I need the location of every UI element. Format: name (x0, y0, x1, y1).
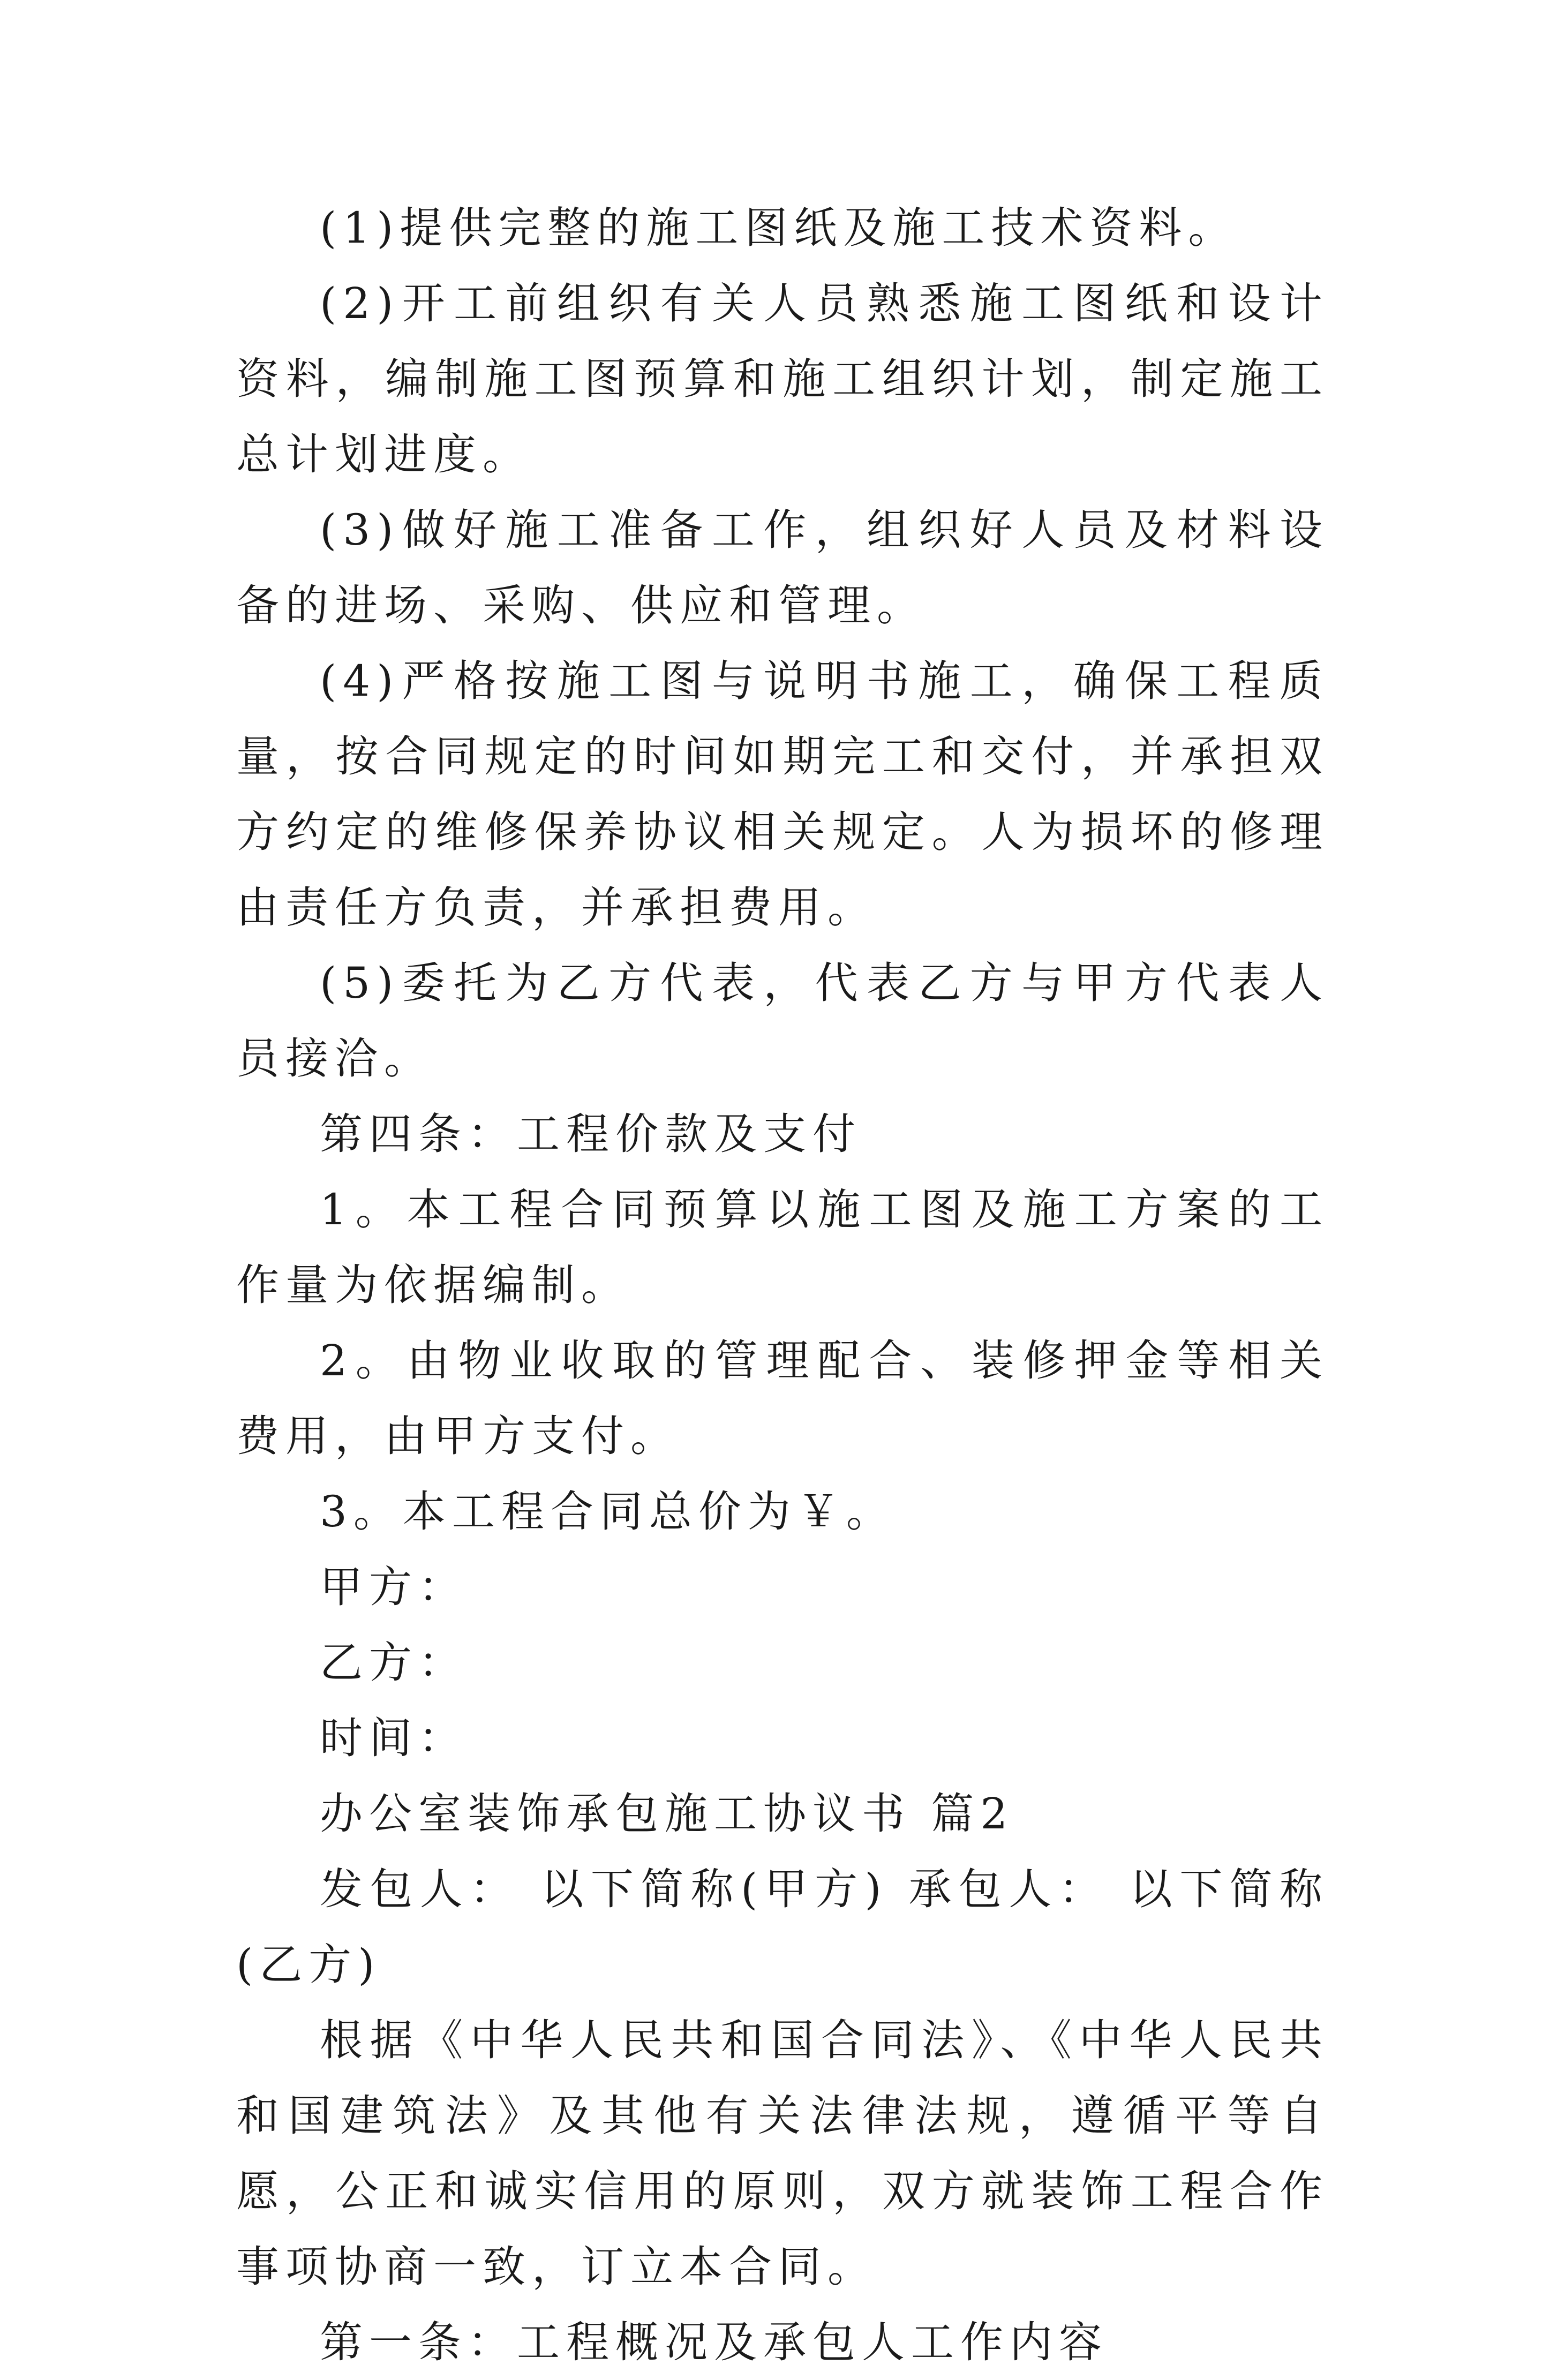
signature-date: 时间： (320, 1713, 468, 1763)
signature-party-b: 乙方： (320, 1638, 468, 1688)
paragraph-price-1: 1。本工程合同预算以施工图及施工方案的工作量为依据编制。 (236, 1185, 1329, 1310)
paragraph-parties: 发包人： 以下简称(甲方) 承包人： 以下简称(乙方) (236, 1864, 1329, 1990)
paragraph-party-b-duty-5: (5)委托为乙方代表，代表乙方与甲方代表人员接洽。 (236, 958, 1329, 1083)
document-body (236, 190, 1329, 2380)
paragraph-party-b-duty-3: (3)做好施工准备工作，组织好人员及材料设备的进场、采购、供应和管理。 (236, 505, 1329, 630)
agreement-title-part-2: 办公室装饰承包施工协议书 篇2 (320, 1789, 1014, 1839)
paragraph-party-b-duty-4: (4)严格按施工图与说明书施工，确保工程质量，按合同规定的时间如期完工和交付，并承担双方约定的维修保养协议相关规定。人为损坏的修理由责任方负责，并承担费用。 (236, 656, 1329, 932)
section-heading-article-4: 第四条：工程价款及支付 (320, 1109, 862, 1159)
paragraph-price-2: 2。由物业收取的管理配合、装修押金等相关费用，由甲方支付。 (236, 1336, 1329, 1461)
paragraph-party-b-duty-1: (1)提供完整的施工图纸及施工技术资料。 (320, 203, 1238, 253)
section-heading-article-1: 第一条：工程概况及承包人工作内容 (320, 2317, 1108, 2367)
signature-party-a: 甲方： (320, 1562, 468, 1612)
paragraph-price-3: 3。本工程合同总价为￥。 (320, 1487, 896, 1537)
paragraph-legal-basis: 根据《中华人民共和国合同法》、《中华人民共和国建筑法》及其他有关法律法规，遵循平等自愿，公正和诚实信用的原则，双方就装饰工程合作事项协商一致，订立本合同。 (236, 2015, 1329, 2292)
paragraph-party-b-duty-2: (2)开工前组织有关人员熟悉施工图纸和设计资料，编制施工图预算和施工组织计划，制定施工总计划进度。 (236, 278, 1329, 479)
